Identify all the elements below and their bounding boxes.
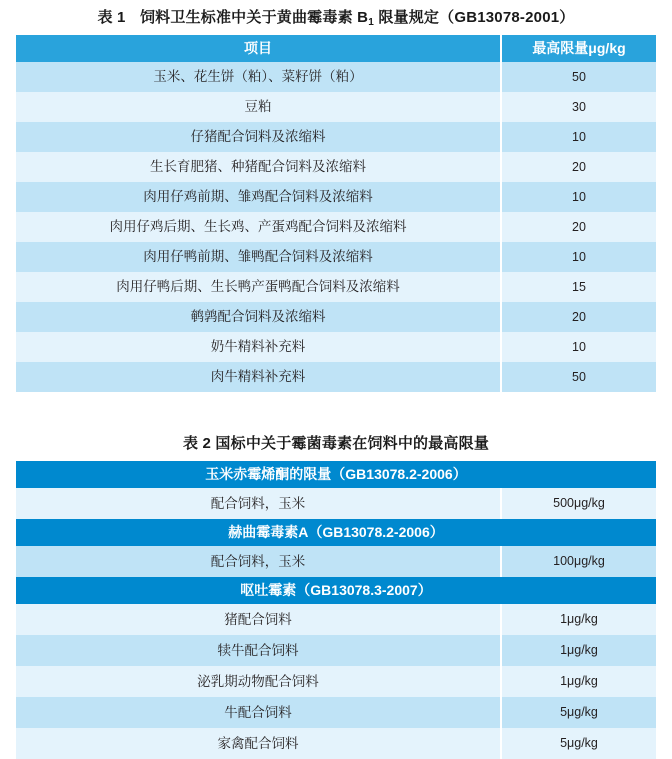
table-row (16, 242, 656, 272)
table-2-cell-item: 家禽配合饲料 (16, 728, 501, 759)
table-1-cell-limit: 10 (501, 182, 656, 212)
table-row (16, 728, 656, 759)
table-row (16, 212, 656, 242)
table-1-cell-limit: 10 (501, 242, 656, 272)
table-row (16, 272, 656, 302)
table-1-cell-item: 仔猪配合饲料及浓缩料 (16, 122, 501, 152)
table-1-header-item: 项目 (16, 35, 501, 62)
table-2-group-header-row (16, 461, 656, 488)
table-1-caption-text: 饲料卫生标准中关于黄曲霉毒素 B (139, 9, 369, 26)
table-row (16, 182, 656, 212)
table-row (16, 604, 656, 635)
table-1-cell-item: 玉米、花生饼（粕）、菜籽饼（粕） (16, 62, 501, 92)
table-row (16, 362, 656, 392)
table-2-cell-item: 泌乳期动物配合饲料 (16, 666, 501, 697)
table-1-cell-limit: 10 (501, 332, 656, 362)
table-1-cell-item: 生长育肥猪、种猪配合饲料及浓缩料 (16, 152, 501, 182)
table-2-cell-limit: 1μg/kg (501, 666, 656, 697)
table-2-cell-limit: 5μg/kg (501, 697, 656, 728)
table-2-cell-limit: 1μg/kg (501, 635, 656, 666)
table-2 (16, 461, 656, 759)
table-2-caption: 表 2 国标中关于霉菌毒素在饲料中的最高限量 (182, 435, 490, 452)
table-row (16, 546, 656, 577)
table-2-cell-limit: 1μg/kg (501, 604, 656, 635)
table-row (16, 697, 656, 728)
table-1-cell-item: 奶牛精料补充料 (16, 332, 501, 362)
table-1 (16, 35, 656, 392)
table-1-cell-limit: 15 (501, 272, 656, 302)
table-1-cell-item: 肉用仔鸭前期、雏鸭配合饲料及浓缩料 (16, 242, 501, 272)
table-1-cell-item: 肉用仔鸡前期、雏鸡配合饲料及浓缩料 (16, 182, 501, 212)
table-2-cell-item: 配合饲料，玉米 (16, 546, 501, 577)
table-2-cell-item: 配合饲料，玉米 (16, 488, 501, 519)
table-row (16, 635, 656, 666)
table-2-group-title: 赫曲霉毒素A（GB13078.2-2006） (16, 519, 656, 546)
table-1-cell-limit: 20 (501, 152, 656, 182)
table-1-cell-item: 肉用仔鸡后期、生长鸡、产蛋鸡配合饲料及浓缩料 (16, 212, 501, 242)
table-1-cell-limit: 30 (501, 92, 656, 122)
table-1-cell-item: 肉牛精料补充料 (16, 362, 501, 392)
table-2-group-header-row (16, 577, 656, 604)
table-1-cell-item: 豆粕 (16, 92, 501, 122)
table-1-caption-subscript: 1 (368, 17, 374, 28)
table-2-group-title: 玉米赤霉烯酮的限量（GB13078.2-2006） (16, 461, 656, 488)
table-1-cell-limit: 20 (501, 302, 656, 332)
table-2-cell-item: 牛配合饲料 (16, 697, 501, 728)
table-1-caption-label: 表 1 (97, 9, 126, 26)
table-row (16, 62, 656, 92)
table-2-cell-limit: 100μg/kg (501, 546, 656, 577)
table-row (16, 152, 656, 182)
table-1-cell-limit: 50 (501, 62, 656, 92)
table-1-cell-item: 鹌鹑配合饲料及浓缩料 (16, 302, 501, 332)
table-1-caption-text-end: 限量规定（GB13078-2001） (373, 9, 575, 26)
table-row (16, 92, 656, 122)
table-row (16, 666, 656, 697)
table-2-group-header-row (16, 519, 656, 546)
table-2-group-title: 呕吐霉素（GB13078.3-2007） (16, 577, 656, 604)
table-2-cell-item: 猪配合饲料 (16, 604, 501, 635)
table-row (16, 488, 656, 519)
table-1-cell-limit: 10 (501, 122, 656, 152)
section-spacer (0, 392, 672, 432)
table-2-cell-item: 犊牛配合饲料 (16, 635, 501, 666)
table-1-cell-limit: 20 (501, 212, 656, 242)
table-1-cell-item: 肉用仔鸭后期、生长鸭产蛋鸭配合饲料及浓缩料 (16, 272, 501, 302)
table-1-header-row (16, 35, 656, 62)
table-2-cell-limit: 500μg/kg (501, 488, 656, 519)
table-1-caption (0, 0, 672, 35)
table-1-cell-limit: 50 (501, 362, 656, 392)
table-row (16, 332, 656, 362)
table-row (16, 122, 656, 152)
table-row (16, 302, 656, 332)
table-2-cell-limit: 5μg/kg (501, 728, 656, 759)
table-1-header-limit: 最高限量μg/kg (501, 35, 656, 62)
